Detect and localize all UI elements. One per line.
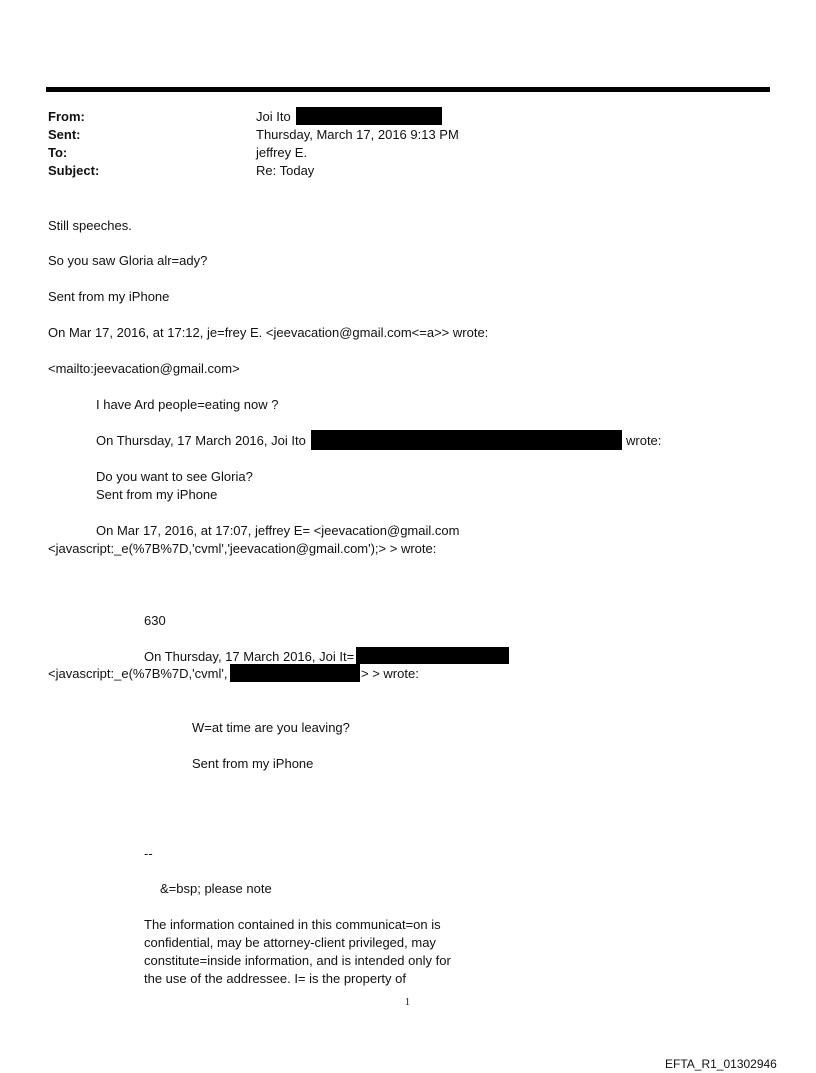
body-line: On Mar 17, 2016, at 17:12, je=frey E. <jeevacation@gmail.com<=a>> wrote: <box>48 325 489 340</box>
quoted-line: <javascript:_e(%7B%7D,'cvml', <box>48 666 228 681</box>
signature-dash: -- <box>144 846 153 861</box>
subject-value: Re: Today <box>256 163 315 178</box>
body-line: So you saw Gloria alr=ady? <box>48 253 208 268</box>
quoted-line: On Mar 17, 2016, at 17:07, jeffrey E= <jeevacation@gmail.com <box>96 523 460 538</box>
quoted-line: I have Ard people=eating now ? <box>96 397 279 412</box>
from-label: From: <box>48 109 85 124</box>
quoted-line: On Thursday, 17 March 2016, Joi Ito <box>96 433 306 448</box>
disclaimer-line: the use of the addressee. I= is the property of <box>144 971 406 986</box>
sent-value: Thursday, March 17, 2016 9:13 PM <box>256 127 459 142</box>
disclaimer-line: The information contained in this communicat=on is <box>144 917 441 932</box>
document-id: EFTA_R1_01302946 <box>665 1057 777 1071</box>
to-label: To: <box>48 145 68 160</box>
quoted-line: Do you want to see Gloria? <box>96 469 253 484</box>
quoted-line: 630 <box>144 613 166 628</box>
quoted-line: wrote: <box>626 433 662 448</box>
body-line: Sent from my iPhone <box>48 289 170 304</box>
quoted-line: <javascript:_e(%7B%7D,'cvml','jeevacation@gmail.com');> > wrote: <box>48 541 437 556</box>
from-value: Joi Ito <box>256 109 291 124</box>
redaction-block <box>230 664 360 682</box>
disclaimer-line: constitute=inside information, and is intended only for <box>144 953 451 968</box>
quoted-line: W=at time are you leaving? <box>192 720 350 735</box>
redaction-block <box>311 430 622 450</box>
subject-label: Subject: <box>48 163 100 178</box>
body-line: <mailto:jeevacation@gmail.com> <box>48 361 240 376</box>
disclaimer-line: confidential, may be attorney-client privileged, may <box>144 935 436 950</box>
to-value: jeffrey E. <box>256 145 308 160</box>
redaction-block <box>356 647 509 664</box>
quoted-line: Sent from my iPhone <box>96 487 218 502</box>
page-number: 1 <box>405 997 410 1008</box>
signature-note: &=bsp; please note <box>160 881 272 896</box>
quoted-line: Sent from my iPhone <box>192 756 314 771</box>
body-line: Still speeches. <box>48 218 132 233</box>
redaction-block <box>296 107 442 125</box>
quoted-line: > > wrote: <box>361 666 419 681</box>
quoted-line: On Thursday, 17 March 2016, Joi It= <box>144 649 355 664</box>
sent-label: Sent: <box>48 127 81 142</box>
header-rule <box>46 87 770 92</box>
